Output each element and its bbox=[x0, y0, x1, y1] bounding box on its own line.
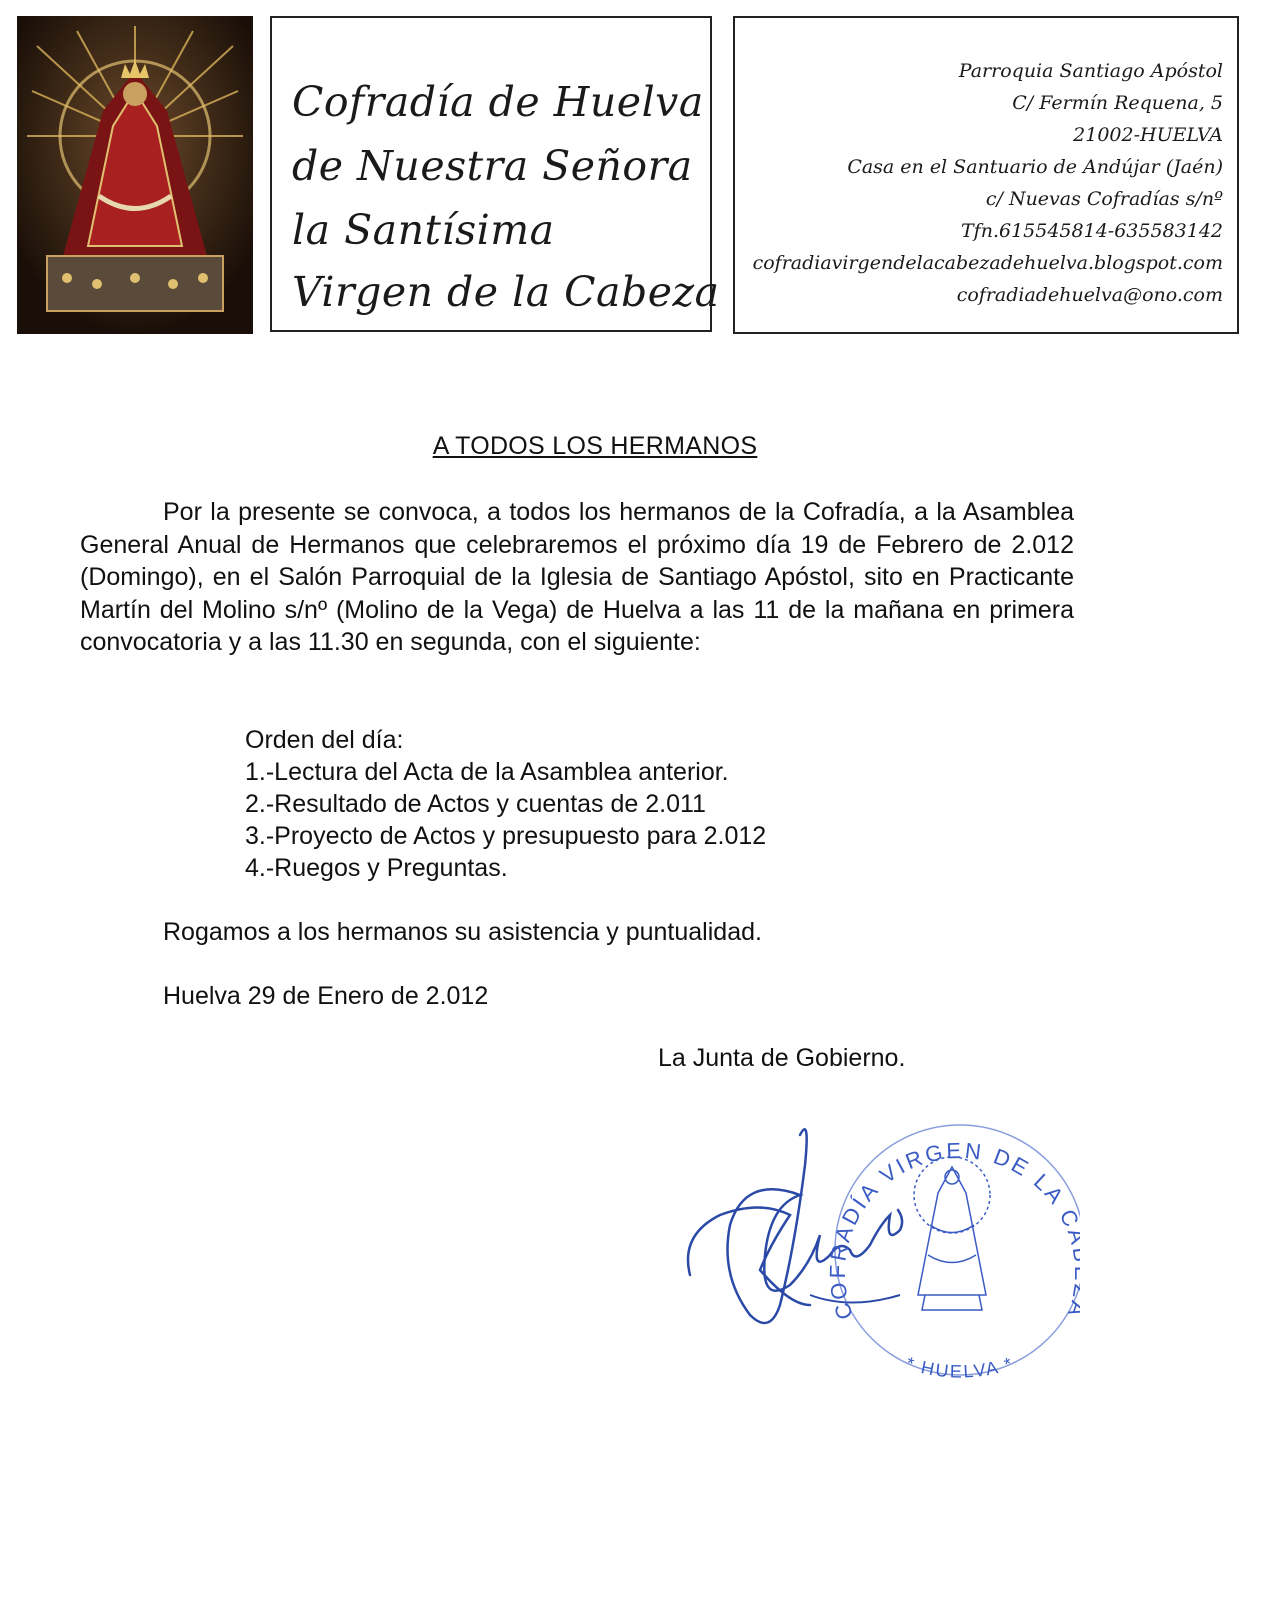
agenda-item: 2.-Resultado de Actos y cuentas de 2.011 bbox=[245, 790, 706, 818]
contact-email: cofradiadehuelva@ono.com bbox=[956, 284, 1223, 306]
seal-outer-text: COFRADÍA VIRGEN DE LA bbox=[824, 1137, 1070, 1323]
title-line-2: de Nuestra Señora bbox=[292, 142, 693, 190]
contact-box bbox=[733, 16, 1239, 334]
title-line-4: Virgen de la Cabeza bbox=[292, 268, 720, 316]
agenda-item: 4.-Ruegos y Preguntas. bbox=[245, 854, 508, 882]
signature-and-seal bbox=[660, 1105, 1080, 1395]
svg-text:* HUELVA * bbox=[904, 1353, 1017, 1382]
date-line: Huelva 29 de Enero de 2.012 bbox=[163, 982, 489, 1010]
contact-parish: Parroquia Santiago Apóstol bbox=[958, 60, 1223, 82]
contact-sanctuary-street: c/ Nuevas Cofradías s/nº bbox=[985, 188, 1223, 210]
seal-bottom-text: * HUELVA * bbox=[903, 1352, 1017, 1382]
contact-sanctuary: Casa en el Santuario de Andújar (Jaén) bbox=[847, 156, 1223, 178]
letter-paragraph: Por la presente se convoca, a todos los hermanos de la Cofradía, a la Asamblea General Anual de Hermanos que celebraremos el próximo día 19 de Febrero de 2.012 (Domingo), en el Salón Parroquial de la Iglesia de Santiago Apóstol, sito en Practicante Martín del Molino s/nº (Molino de la Vega) de Huelva a las 11 de la mañana en primera convocatoria y a las 11.30 en segunda, con el siguiente: bbox=[80, 498, 1074, 656]
agenda-item: 3.-Proyecto de Actos y presupuesto para 2.012 bbox=[245, 822, 767, 850]
virgin-image bbox=[17, 16, 253, 334]
virgin-icon bbox=[17, 16, 253, 334]
agenda-item: 1.-Lectura del Acta de la Asamblea anterior. bbox=[245, 758, 729, 786]
contact-street: C/ Fermín Requena, 5 bbox=[1012, 92, 1223, 114]
contact-city: 21002-HUELVA bbox=[1073, 124, 1223, 146]
signature bbox=[688, 1129, 902, 1323]
letter-heading: A TODOS LOS HERMANOS bbox=[432, 432, 758, 460]
seal-virgin-icon bbox=[914, 1157, 990, 1310]
contact-blog: cofradiavirgendelacabezadehuelva.blogspot.com bbox=[752, 252, 1223, 274]
title-box bbox=[270, 16, 720, 332]
agenda bbox=[245, 724, 766, 884]
contact-phone: Tfn.615545814-635583142 bbox=[961, 220, 1223, 242]
title-line-3: la Santísima bbox=[292, 206, 555, 254]
attendance-request: Rogamos a los hermanos su asistencia y puntualidad. bbox=[163, 918, 762, 946]
signoff: La Junta de Gobierno. bbox=[658, 1044, 906, 1072]
title-line-1: Cofradía de Huelva bbox=[292, 78, 704, 126]
agenda-title: Orden del día: bbox=[245, 726, 404, 754]
